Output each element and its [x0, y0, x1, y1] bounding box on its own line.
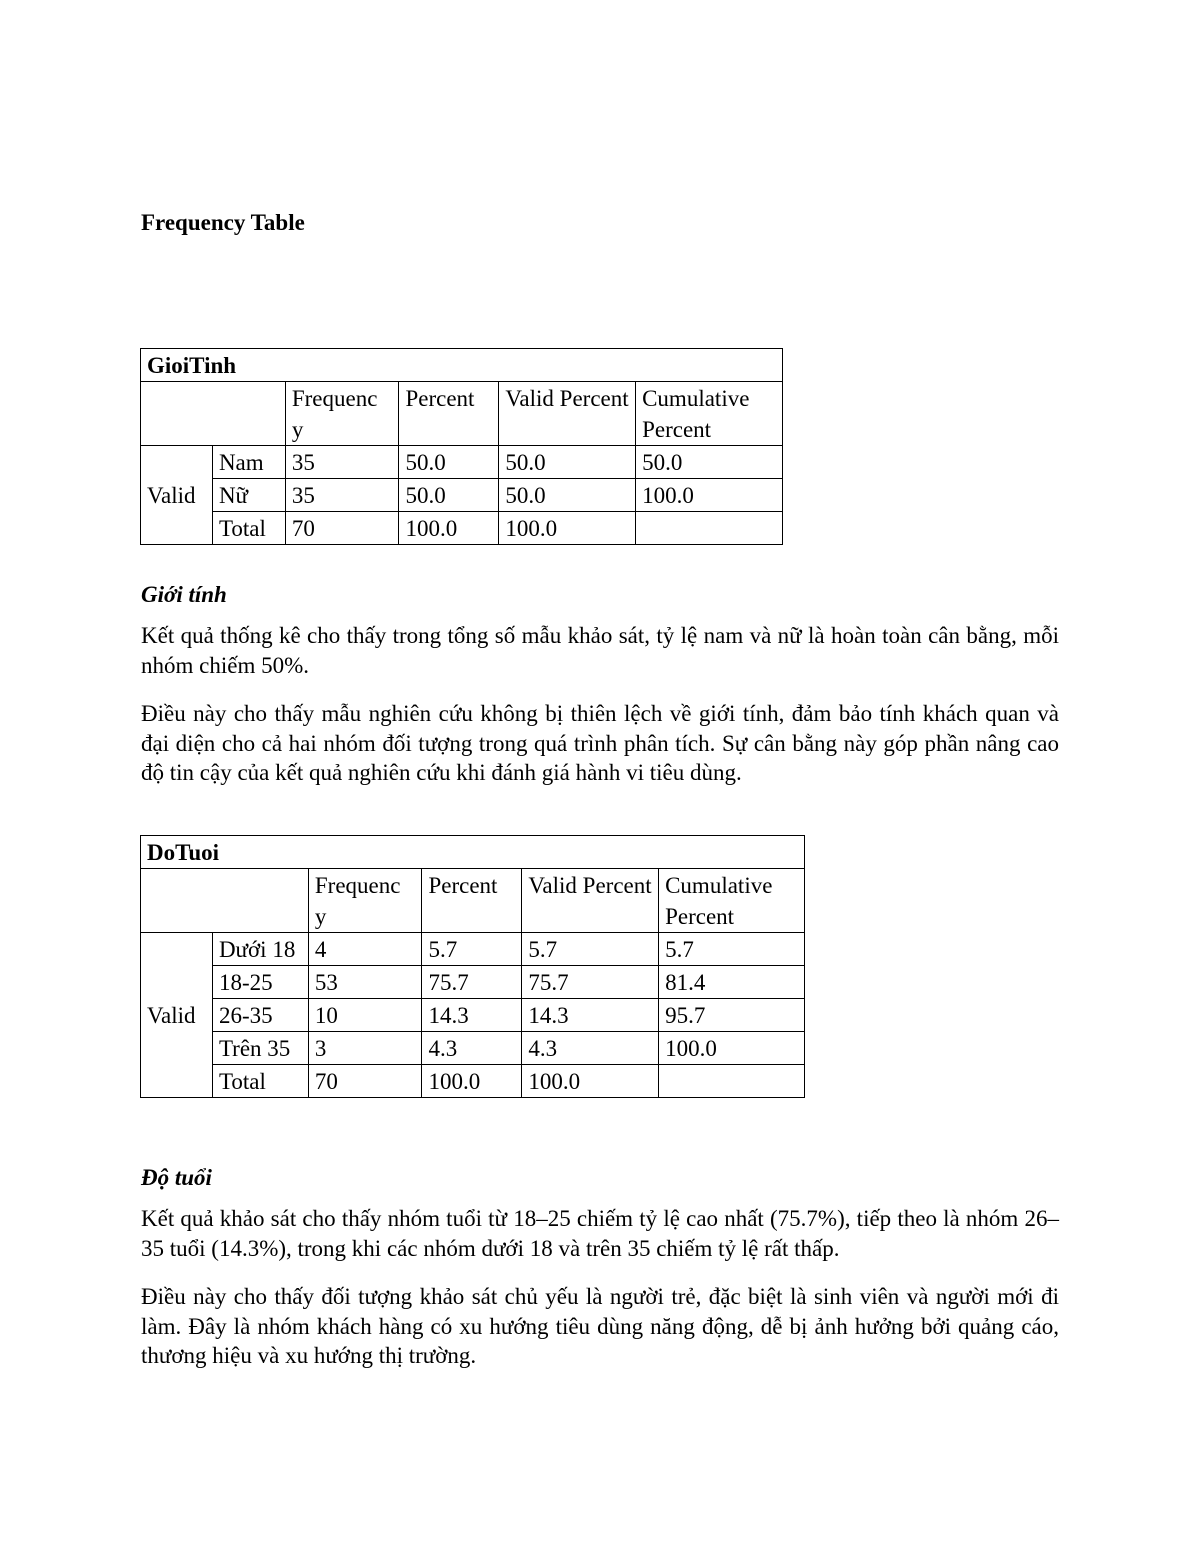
table-row [141, 479, 783, 512]
cell-frequency: 35 [285, 446, 399, 479]
section-title-dotuoi: Độ tuổi [141, 1165, 212, 1190]
page-heading: Frequency Table [141, 210, 305, 235]
header-cumulative-percent: Cumulative Percent [659, 869, 805, 933]
table-row [141, 512, 783, 545]
cell-valid-percent: 50.0 [499, 446, 636, 479]
cell-frequency: 4 [308, 933, 422, 966]
cell-valid-percent: 75.7 [522, 966, 659, 999]
header-empty-cell [141, 869, 309, 933]
header-percent: Percent [399, 382, 499, 446]
cell-cumulative-percent: 81.4 [659, 966, 805, 999]
cell-frequency: 10 [308, 999, 422, 1032]
cell-cumulative-percent: 5.7 [659, 933, 805, 966]
row-label: 18-25 [212, 966, 308, 999]
row-label: Trên 35 [212, 1032, 308, 1065]
table-row [141, 1065, 805, 1098]
table-header-row [141, 382, 783, 446]
cell-valid-percent: 50.0 [499, 479, 636, 512]
paragraph: Kết quả khảo sát cho thấy nhóm tuổi từ 18–25 chiếm tỷ lệ cao nhất (75.7%), tiếp theo là nhóm 26–35 tuổi (14.3%), trong khi các nhóm dưới 18 và trên 35 chiếm tỷ lệ rất thấp. [141, 1206, 1059, 1261]
cell-cumulative-percent [636, 512, 783, 545]
paragraph: Kết quả thống kê cho thấy trong tổng số mẫu khảo sát, tỷ lệ nam và nữ là hoàn toàn cân bằng, mỗi nhóm chiếm 50%. [141, 623, 1059, 678]
cell-valid-percent: 14.3 [522, 999, 659, 1032]
cell-frequency: 70 [285, 512, 399, 545]
cell-frequency: 35 [285, 479, 399, 512]
cell-cumulative-percent: 95.7 [659, 999, 805, 1032]
cell-percent: 5.7 [422, 933, 522, 966]
header-cumulative-percent: Cumulative Percent [636, 382, 783, 446]
header-frequency: Frequenc y [285, 382, 399, 446]
row-label: Nam [212, 446, 285, 479]
cell-percent: 4.3 [422, 1032, 522, 1065]
cell-frequency: 3 [308, 1032, 422, 1065]
table-title-row [141, 349, 783, 382]
header-percent: Percent [422, 869, 522, 933]
cell-cumulative-percent: 100.0 [636, 479, 783, 512]
table-row [141, 446, 783, 479]
cell-cumulative-percent [659, 1065, 805, 1098]
table-row [141, 933, 805, 966]
table-title: GioiTinh [141, 349, 783, 382]
row-label: Total [212, 1065, 308, 1098]
group-label: Valid [141, 446, 213, 545]
cell-cumulative-percent: 100.0 [659, 1032, 805, 1065]
cell-percent: 14.3 [422, 999, 522, 1032]
section-title-gioitinh: Giới tính [141, 582, 227, 607]
cell-valid-percent: 5.7 [522, 933, 659, 966]
cell-valid-percent: 100.0 [522, 1065, 659, 1098]
row-label: Dưới 18 [212, 933, 308, 966]
paragraph: Điều này cho thấy đối tượng khảo sát chủ yếu là người trẻ, đặc biệt là sinh viên và người mới đi làm. Đây là nhóm khách hàng có xu hướng tiêu dùng năng động, dễ bị ảnh hưởng bởi quảng cáo, thương hiệu và xu hướng thị trường. [141, 1284, 1059, 1368]
cell-frequency: 53 [308, 966, 422, 999]
row-label: Total [212, 512, 285, 545]
cell-cumulative-percent: 50.0 [636, 446, 783, 479]
cell-percent: 50.0 [399, 446, 499, 479]
cell-percent: 75.7 [422, 966, 522, 999]
row-label: 26-35 [212, 999, 308, 1032]
cell-percent: 100.0 [399, 512, 499, 545]
cell-valid-percent: 100.0 [499, 512, 636, 545]
row-label: Nữ [212, 479, 285, 512]
table-row [141, 999, 805, 1032]
table-header-row [141, 869, 805, 933]
header-valid-percent: Valid Percent [522, 869, 659, 933]
gioitinh-table [140, 348, 783, 545]
cell-valid-percent: 4.3 [522, 1032, 659, 1065]
cell-frequency: 70 [308, 1065, 422, 1098]
header-frequency: Frequenc y [308, 869, 422, 933]
group-label: Valid [141, 933, 213, 1098]
header-valid-percent: Valid Percent [499, 382, 636, 446]
paragraph: Điều này cho thấy mẫu nghiên cứu không bị thiên lệch về giới tính, đảm bảo tính khách quan và đại diện cho cả hai nhóm đối tượng trong quá trình phân tích. Sự cân bằng này góp phần nâng cao độ tin cậy của kết quả nghiên cứu khi đánh giá hành vi tiêu dùng. [141, 701, 1059, 785]
table-title: DoTuoi [141, 836, 805, 869]
cell-percent: 50.0 [399, 479, 499, 512]
cell-percent: 100.0 [422, 1065, 522, 1098]
table-row [141, 966, 805, 999]
dotuoi-table [140, 835, 805, 1098]
table-title-row [141, 836, 805, 869]
header-empty-cell [141, 382, 286, 446]
table-row [141, 1032, 805, 1065]
